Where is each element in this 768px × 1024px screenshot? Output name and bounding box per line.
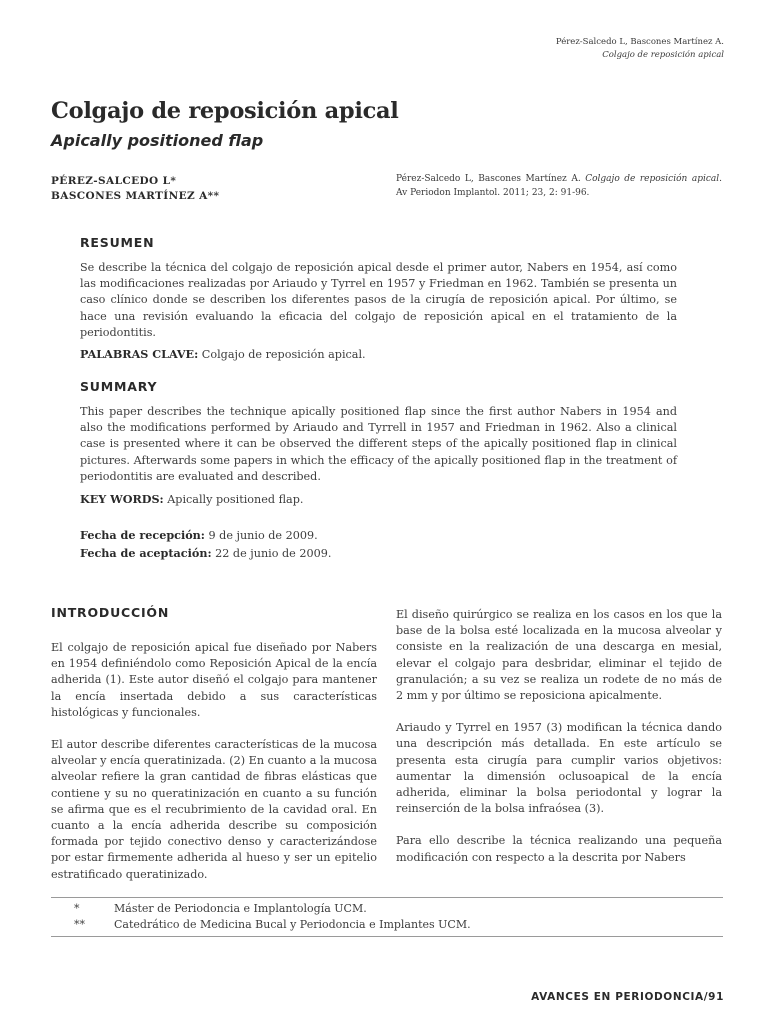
citation-authors: Pérez-Salcedo L, Bascones Martínez A.: [396, 174, 581, 184]
footnote-2: [74, 917, 471, 933]
footnote-mark: *: [74, 902, 80, 915]
resumen-keywords-label: PALABRAS CLAVE:: [80, 347, 199, 361]
article-subtitle: Apically positioned flap: [51, 131, 264, 150]
footnote-divider-bottom: [51, 936, 723, 937]
paragraph: Para ello describe la técnica realizando una pequeña modificación con respecto a la descrita por Nabers: [396, 834, 722, 864]
footnote-1: [74, 901, 471, 917]
citation: [396, 172, 722, 200]
received-date: [80, 527, 331, 545]
footnote-divider-top: [51, 897, 723, 898]
introduction-right-column: [396, 607, 722, 882]
footnote-text: Catedrático de Medicina Bucal y Periodoncia e Implantes UCM.: [114, 918, 471, 931]
paragraph: El autor describe diferentes características de la mucosa alveolar y encía queratinizada. (2) En cuanto a la mucosa alveolar refiere la gran cantidad de fibras elásticas que contiene y su no queratinización en cuanto a su función se afirma que es el recubrimiento de la cavidad oral. En cuanto a la encía adherida describe su composición formada por tejido conectivo denso y caracterizándose por estar firmemente adherida al hueso y ser un epitelio estratificado queratinizado.: [51, 738, 377, 881]
footnotes: [74, 901, 471, 933]
received-value: 9 de junio de 2009.: [208, 529, 318, 542]
accepted-date: [80, 545, 331, 563]
page-footer: AVANCES EN PERIODONCIA/91: [531, 991, 724, 1003]
accepted-label: Fecha de aceptación:: [80, 545, 212, 560]
summary-keywords-label: KEY WORDS:: [80, 492, 164, 506]
paragraph: El colgajo de reposición apical fue diseñado por Nabers en 1954 definiéndolo como Reposición Apical de la encía adherida (1). Este autor diseñó el colgajo para mantener la encía insertada debido a sus características histológicas y funcionales.: [51, 641, 377, 719]
resumen-heading: RESUMEN: [80, 235, 155, 250]
author-1: PÉREZ-SALCEDO L*: [51, 175, 177, 187]
dates: [80, 527, 331, 562]
author-2: BASCONES MARTÍNEZ A**: [51, 190, 220, 202]
running-header: [556, 36, 724, 62]
resumen-keywords-value: Colgajo de reposición apical.: [201, 348, 366, 361]
running-header-authors: Pérez-Salcedo L, Bascones Martínez A.: [555, 37, 724, 47]
citation-journal: Av Periodon Implantol. 2011; 23, 2: 91-96.: [396, 188, 590, 198]
author-list: [51, 174, 219, 204]
running-header-title: Colgajo de reposición apical: [602, 50, 724, 60]
footnote-mark: **: [74, 918, 85, 931]
summary-text: This paper describes the technique apically positioned flap since the first author Nabers in 1954 and also the modifications performed by Ariaudo and Tyrrell in 1957 and Friedman in 1962. Also a clinical case is presented where it can be observed the different steps of the apically positioned flap in clinical pictures. Afterwards some papers in which the efficacy of the apically positioned flap in the treatment of periodontitis are evaluated and described.: [80, 405, 677, 483]
summary-keywords: [80, 491, 677, 508]
citation-title: Colgajo de reposición apical.: [585, 174, 722, 184]
received-label: Fecha de recepción:: [80, 528, 205, 542]
article-title: Colgajo de reposición apical: [51, 98, 399, 124]
introduction-heading: INTRODUCCIÓN: [51, 605, 170, 620]
paragraph: Ariaudo y Tyrrel en 1957 (3) modifican la técnica dando una descripción más detallada. En este artículo se presenta esta cirugía para cumplir varios objetivos: aumentar la dimensión oclusoapical de la encía adherida, eliminar la bolsa periodontal y lograr la reinserción de la bolsa infraósea (3).: [396, 721, 722, 816]
summary-keywords-value: Apically positioned flap.: [167, 493, 304, 506]
introduction-left-column: [51, 640, 377, 899]
paragraph: El diseño quirúrgico se realiza en los casos en los que la base de la bolsa esté localizada en la mucosa alveolar y consiste en la realización de una descarga en mesial, elevar el colgajo para desbridar, eliminar el tejido de granulación; a su vez se realiza un rodete de no más de 2 mm y por último se reposiciona apicalmente.: [396, 608, 722, 703]
resumen-keywords: [80, 346, 677, 363]
footnote-text: Máster de Periodoncia e Implantología UCM.: [114, 902, 367, 915]
resumen-text: Se describe la técnica del colgajo de reposición apical desde el primer autor, Nabers en 1954, así como las modificaciones realizadas por Ariaudo y Tyrrel en 1957 y Friedman en 1962. También se presenta un caso clínico donde se describen los diferentes pasos de la cirugía de reposición apical. Por último, se hace una revisión evaluando la eficacia del colgajo de reposición apical en el tratamiento de la periodontitis.: [80, 261, 677, 339]
accepted-value: 22 de junio de 2009.: [215, 546, 332, 560]
summary-heading: SUMMARY: [80, 379, 158, 394]
